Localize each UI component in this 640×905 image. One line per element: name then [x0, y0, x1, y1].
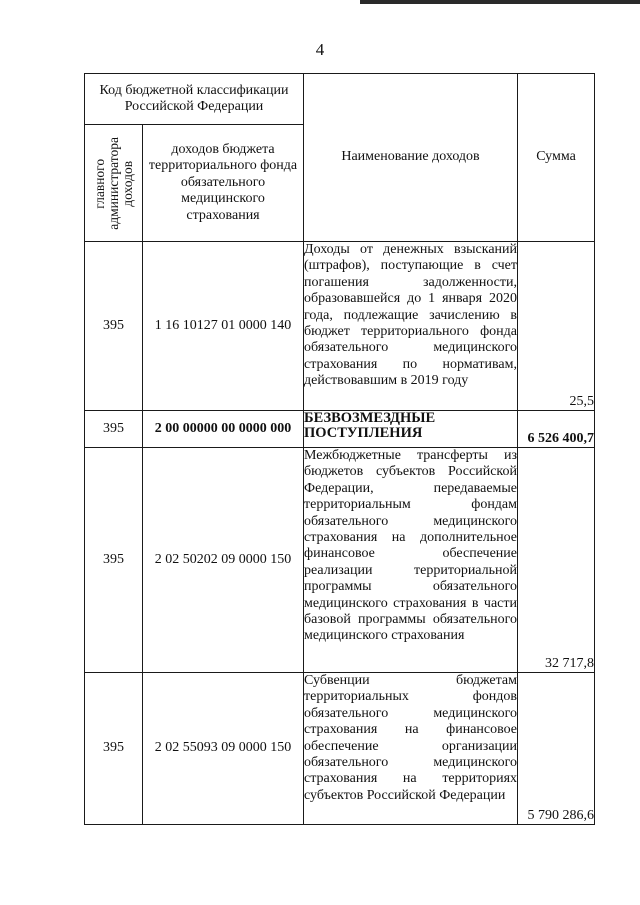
- header-row-top: [85, 74, 595, 125]
- income-code: 2 02 50202 09 0000 150: [143, 448, 304, 673]
- table-row: [85, 448, 595, 673]
- header-admin: главного администратора доходов: [91, 136, 135, 230]
- admin-code: 395: [85, 411, 143, 448]
- admin-code: 395: [85, 673, 143, 825]
- header-income-name: Наименование доходов: [304, 74, 518, 242]
- income-sum: 5 790 286,6: [518, 673, 595, 825]
- scan-edge: [0, 0, 640, 4]
- income-sum: 25,5: [518, 242, 595, 411]
- income-name: Межбюджетные трансферты из бюджетов субъектов Российской Федерации, передаваемые территориальным фондам обязательного медицинского страхования на дополнительное финансовое обеспечение реализации территориальной программы обязательного медицинского страхования в части базовой программы обязательного медицинского страхования: [304, 448, 518, 673]
- page-number: 4: [315, 40, 325, 59]
- income-name: Доходы от денежных взысканий (штрафов), поступающие в счет погашения задолженности, образовавшейся до 1 января 2020 года, подлежащие зачислению в бюджет территориального фонда обязательного медицинского страхования по нормативам, действовавшим в 2019 году: [304, 242, 518, 411]
- income-name: Субвенции бюджетам территориальных фондов обязательного медицинского страхования на финансовое обеспечение организации обязательного медицинского страхования на территориях субъектов Российской Федерации: [304, 673, 518, 825]
- table-row: [85, 242, 595, 411]
- header-income-code: доходов бюджета территориального фонда обязательного медицинского страхования: [143, 125, 304, 242]
- income-sum: 32 717,8: [518, 448, 595, 673]
- table-row: [85, 411, 595, 448]
- income-code: 2 02 55093 09 0000 150: [143, 673, 304, 825]
- income-code: 1 16 10127 01 0000 140: [143, 242, 304, 411]
- admin-code: 395: [85, 242, 143, 411]
- header-budget-classification: Код бюджетной классификации Российской Федерации: [85, 74, 304, 125]
- header-admin-cell: [85, 125, 143, 242]
- income-name: БЕЗВОЗМЕЗДНЫЕ ПОСТУПЛЕНИЯ: [304, 411, 518, 448]
- header-sum: Сумма: [518, 74, 595, 242]
- admin-code: 395: [85, 448, 143, 673]
- income-table: [84, 73, 595, 825]
- income-code: 2 00 00000 00 0000 000: [143, 411, 304, 448]
- table-row: [85, 673, 595, 825]
- income-sum: 6 526 400,7: [518, 411, 595, 448]
